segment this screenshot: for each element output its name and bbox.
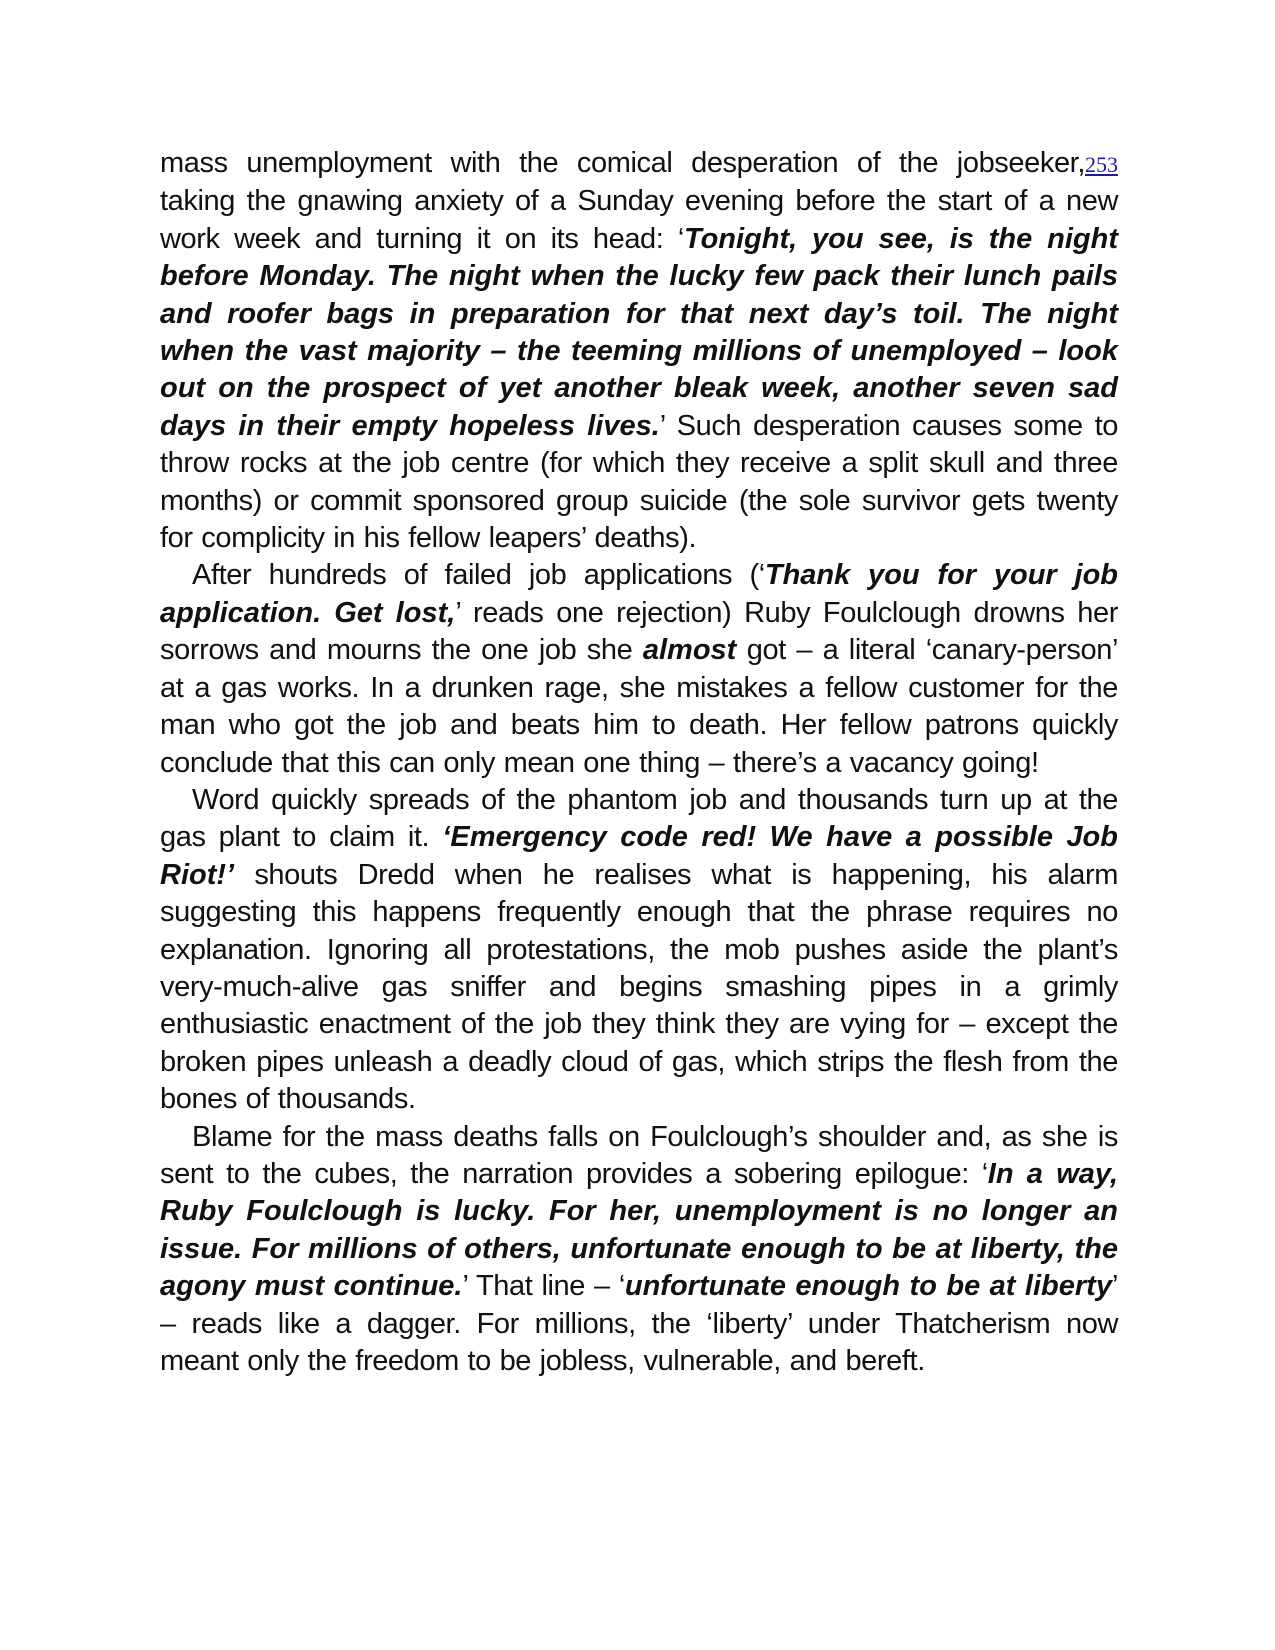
text-run: shouts Dredd when he realises what is happening, his alarm suggesting this happens frequently enough that the phrase requires no explanation. Ignoring all protestations, the mob pushes aside the plant’s very-much-alive gas sniffer and begins smashing pipes in a grimly enthusiastic enactment of the job they think they are vying for – except the broken pipes unleash a deadly cloud of gas, which strips the flesh from the bones of thousands. — [160, 858, 1118, 1116]
emphasis-word: almost — [642, 634, 737, 667]
text-run: ’ Such desperation causes some to throw rocks at the job centre (for which they receive a split skull and three months) or commit sponsored group suicide (the sole survivor gets twenty for complicity in his fellow leapers’ deaths). — [160, 409, 1118, 555]
text-run: ’ That line – ‘ — [462, 1270, 625, 1303]
text-run: Word quickly spreads of the phantom job and thousands turn up at the gas plant to claim it. — [160, 783, 1118, 854]
body-text — [160, 145, 1118, 1380]
paragraph-1 — [160, 145, 1118, 557]
emphasis-quote: ‘Emergency code red! We have a possible Job Riot!’ — [160, 821, 1118, 891]
text-run: After hundreds of failed job applications (‘ — [192, 559, 765, 592]
emphasis-quote: unfortunate enough to be at liberty — [624, 1270, 1112, 1303]
text-run: Blame for the mass deaths falls on Foulclough’s shoulder and, as she is sent to the cubes, the narration provides a sobering epilogue: ‘ — [160, 1120, 1118, 1190]
emphasis-quote: Thank you for your job application. Get lost, — [160, 559, 1119, 629]
paragraph-2 — [160, 557, 1118, 781]
emphasis-quote: Tonight, you see, is the night before Monday. The night when the lucky few pack their lunch pails and roofer bags in preparation for that next day’s toil. The night when the vast majority – the teeming millions of unemployed – look out on the prospect of yet another bleak week, another seven sad days in their empty hopeless lives. — [160, 222, 1118, 442]
text-run: ’ reads one rejection) Ruby Foulclough drowns her sorrows and mourns the one job she — [160, 596, 1119, 667]
text-run: taking the gnawing anxiety of a Sunday evening before the start of a new work week and turning it on its head: ‘ — [160, 185, 1118, 255]
paragraph-4 — [160, 1119, 1118, 1381]
footnote-link-253[interactable]: 253 — [1085, 152, 1118, 177]
paragraph-3 — [160, 782, 1118, 1119]
emphasis-quote: In a way, Ruby Foulclough is lucky. For her, unemployment is no longer an issue. For millions of others, unfortunate enough to be at liberty, the agony must continue. — [160, 1157, 1118, 1303]
text-run: got – a literal ‘canary-person’ at a gas works. In a drunken rage, she mistakes a fellow customer for the man who got the job and beats him to death. Her fellow patrons quickly conclude that this can only mean one thing – there’s a vacancy going! — [160, 634, 1118, 779]
text-run: mass unemployment with the comical desperation of the jobseeker, — [160, 147, 1085, 179]
text-run: ’ – reads like a dagger. For millions, the ‘liberty’ under Thatcherism now meant only the freedom to be jobless, vulnerable, and bereft. — [160, 1270, 1118, 1377]
